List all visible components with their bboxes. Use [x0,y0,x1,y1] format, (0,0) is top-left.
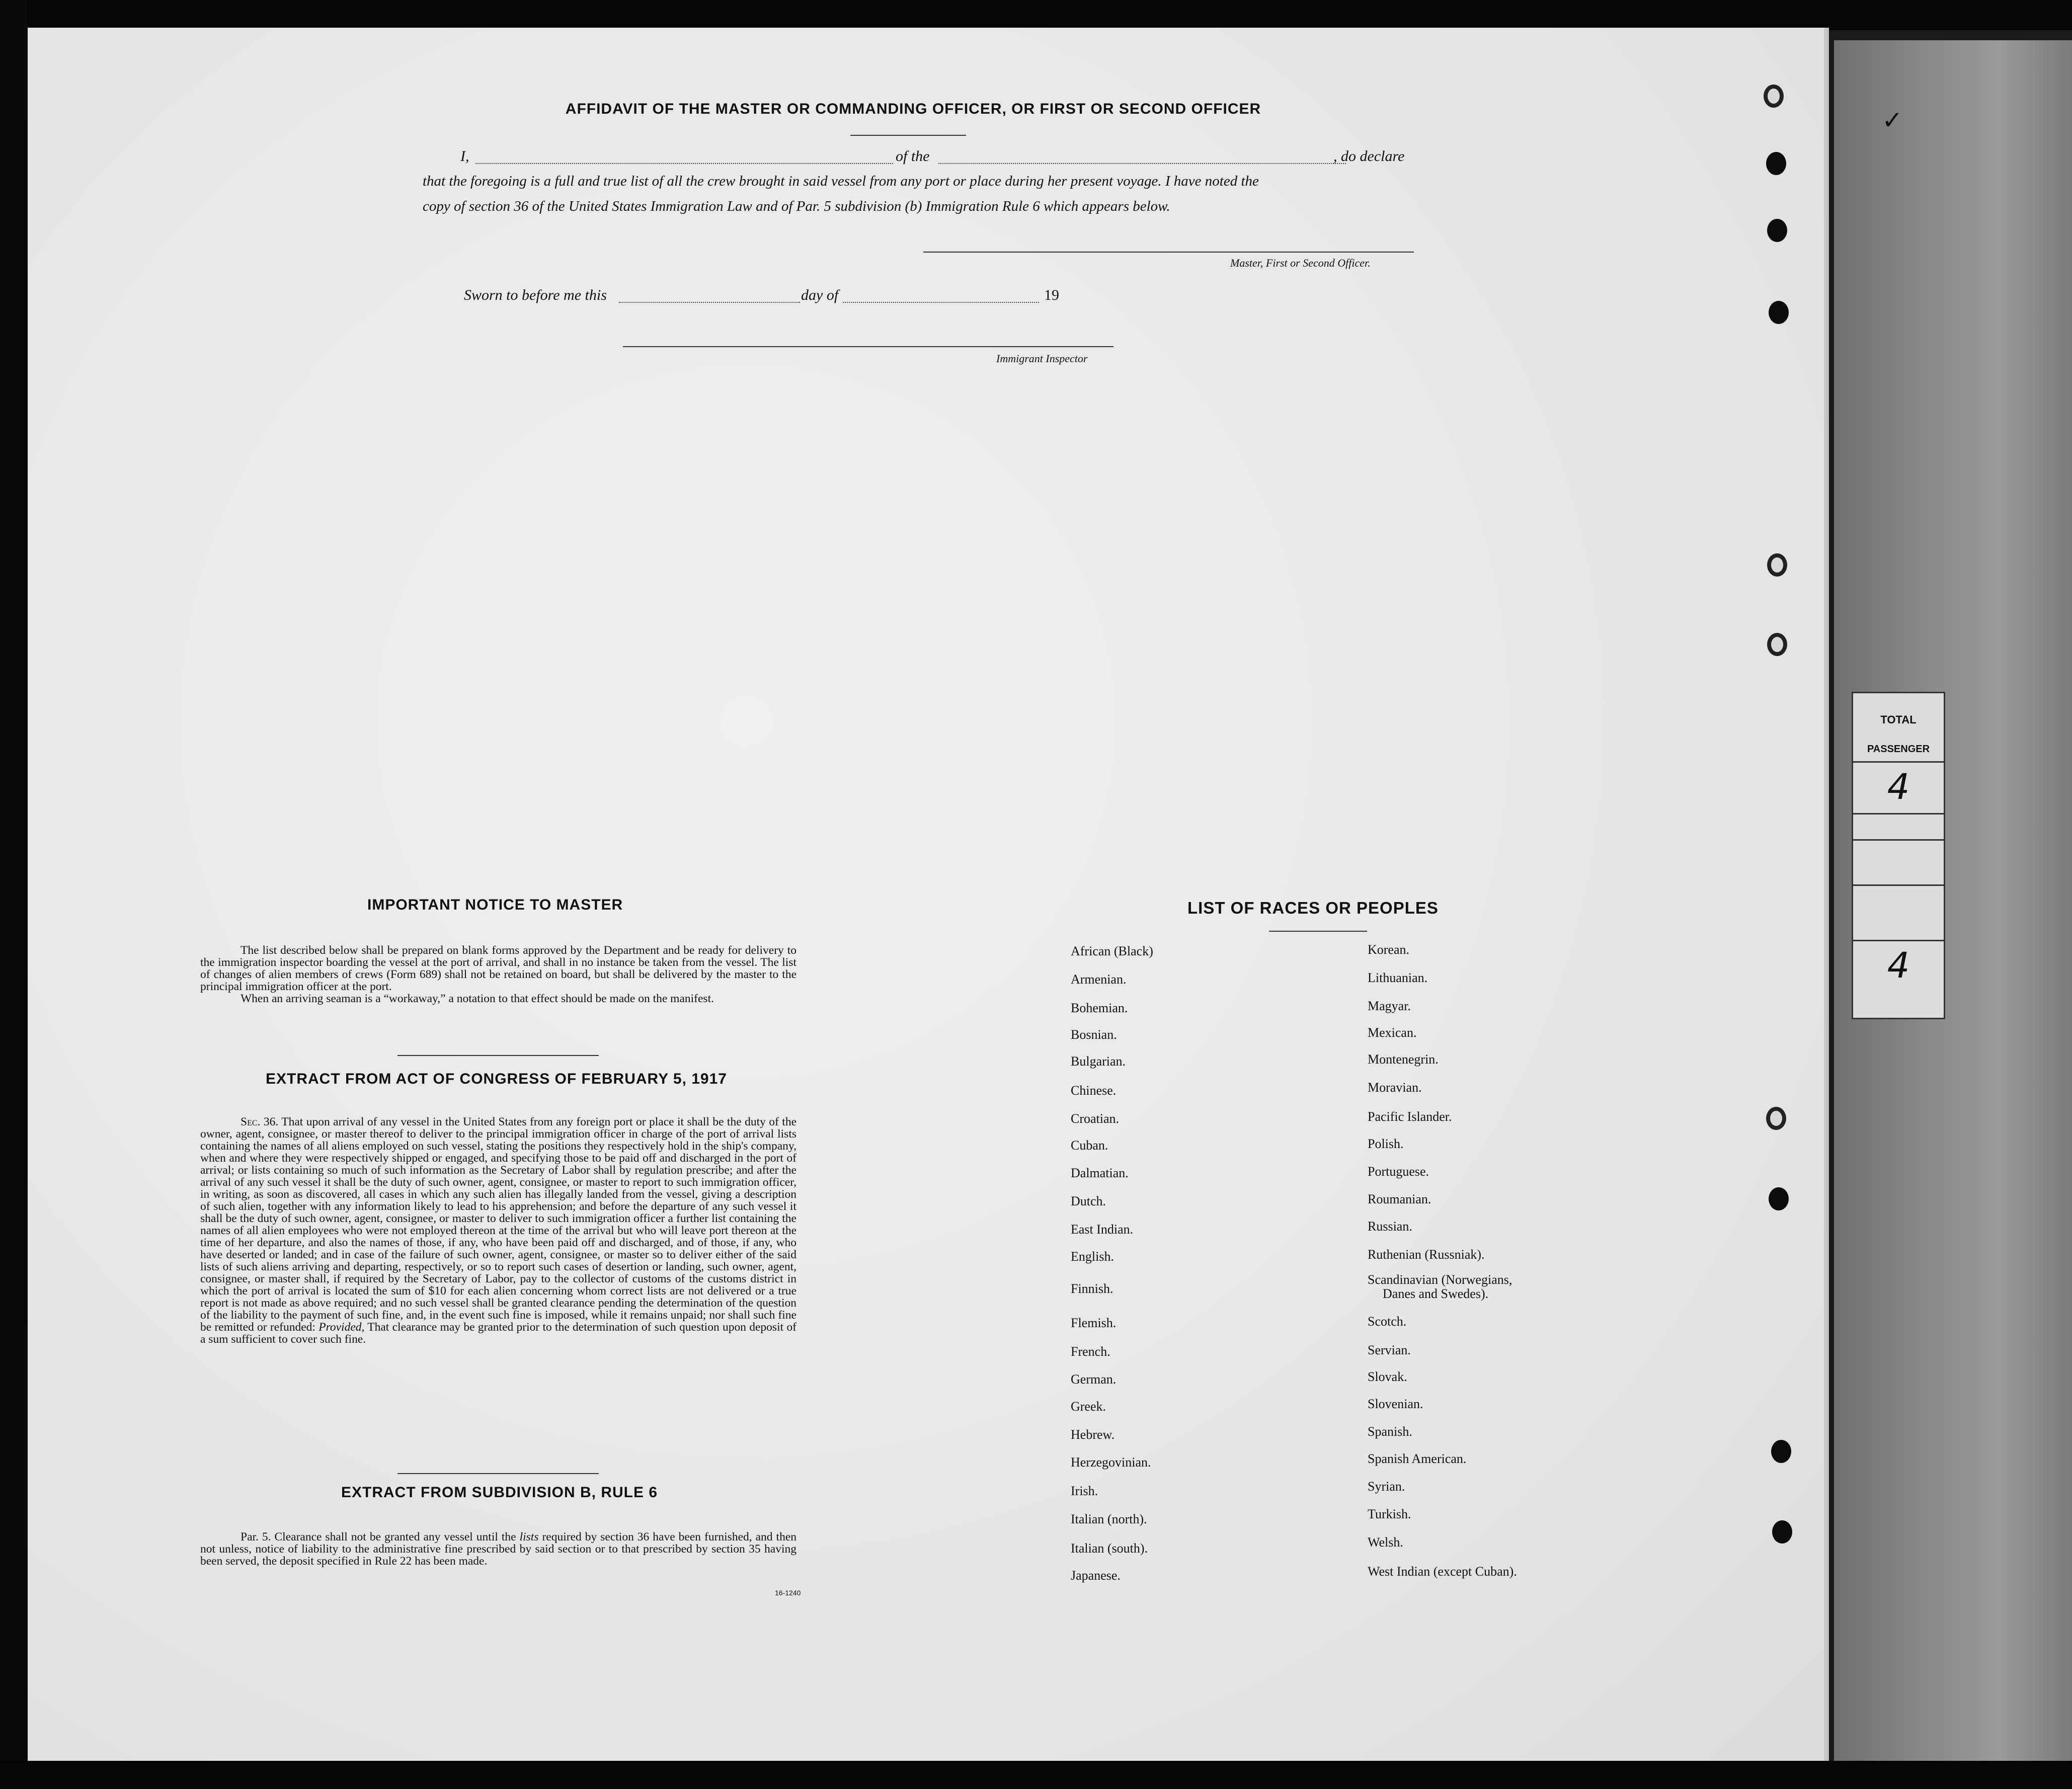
race-left-22: Japanese. [1071,1568,1121,1583]
section-36-body: That upon arrival of any vessel in the United States from any foreign port or place it shall be the duty of the owner, agent, consignee, or master thereof to deliver to the principal immigration officer in charge of the port of arrival lists containing the names of all aliens employed on such vessel, stating the positions they respectively hold in the ship's company, when and where they were respectively shipped or engaged, and specifying those to be paid off and discharged in the port of arrival; or lists containing so much of such information as the Secretary of Labor shall by regulation prescribe; and after the arrival of any such vessel it shall be the duty of such owner, agent, consignee, or master to report to such immigration officer, in writing, as soon as discovered, all cases in which any such alien has illegally landed from the vessel, giving a description of such alien, together with any information likely to lead to his apprehension; and before the departure of any such vessel it shall be the duty of such owner, agent, consignee, or master to deliver to such immigration officer a further list containing the names of all alien employees who were not employed thereon at the time of the arrival but who will leave port thereon at the time of her departure, and also the names of those, if any, who have been paid off and discharged, and of those, if any, who have deserted or landed; and in case of the failure of such owner, agent, consignee, or master so to deliver either of the said lists of such aliens arriving and departing, respectively, or so to report such cases of desertion or landing, such owner, agent, consignee, or master shall, if required by the Secretary of Labor, pay to the collector of customs of the customs district in which the port of arrival is located the sum of $10 for each alien concerning whom correct lists are not delivered or a true report is not made as above required; and no such vessel shall be granted clearance pending the determination of the question of the liability to the payment of such fine, and, in the event such fine is imposed, while it remains unpaid; nor shall such fine be remitted or refunded: [200,1115,797,1334]
race-right-20: Turkish. [1368,1507,1411,1521]
binder-hole [1771,1440,1791,1463]
race-left-2: Bohemian. [1071,1001,1128,1015]
tally-label-total: TOTAL [1880,713,1917,726]
race-left-16: Greek. [1071,1399,1106,1414]
race-left-21: Italian (south). [1071,1541,1148,1556]
race-left-17: Hebrew. [1071,1427,1115,1442]
race-left-10: East Indian. [1071,1222,1134,1237]
race-left-19: Irish. [1071,1484,1098,1498]
month-blank [843,302,1039,303]
affidavit-title: AFFIDAVIT OF THE MASTER OR COMMANDING OFFICER, OR FIRST OR SECOND OFFICER [565,101,1261,117]
inspector-signature-line [623,346,1113,347]
sworn-text: Sworn to before me this [464,287,607,303]
race-left-20: Italian (north). [1071,1512,1147,1526]
notice-paragraph-2: When an arriving seaman is a “workaway,” a notation to that effect should be made on the manifest. [241,992,714,1005]
passenger-tally-box [1852,692,1945,1019]
race-left-3: Bosnian. [1071,1027,1117,1042]
race-right-0: Korean. [1368,942,1410,957]
rule-text-start: Par. 5. Clearance shall not be granted any vessel until the [241,1530,516,1543]
race-right-19: Syrian. [1368,1479,1405,1494]
binder-hole [1769,301,1789,324]
rule-text-end: required by section 36 have been furnished, and then not unless, notice of liability to the administrative fine prescribed by said section or to that prescribed by section 35 having been served, the deposit specified in Rule 22 has been made. [200,1530,797,1568]
race-left-1: Armenian. [1071,972,1127,987]
tally-rule [1853,940,1944,941]
race-left-9: Dutch. [1071,1194,1106,1208]
race-right-6: Pacific Islander. [1368,1109,1452,1124]
divider [397,1055,599,1056]
race-right-12: Scandinavian (Norwegians, [1368,1272,1512,1287]
races-title: LIST OF RACES OR PEOPLES [1187,899,1439,917]
day-of-text: day of [801,287,839,303]
affidavit-declare: , do declare [1333,148,1405,165]
tally-rule [1853,761,1944,763]
race-right-18: Spanish American. [1368,1451,1467,1466]
binder-hole [1769,1187,1789,1210]
scan-frame-left [0,0,28,1789]
race-right-17: Spanish. [1368,1424,1412,1439]
act-extract-text [200,1116,796,1345]
inspector-label: Immigrant Inspector [996,352,1088,365]
tally-value-1: 4 [1887,766,1910,807]
notice-title: IMPORTANT NOTICE TO MASTER [367,897,623,913]
race-right-9: Roumanian. [1368,1192,1431,1206]
signature-line [923,252,1414,253]
scan-frame-bottom [0,1761,2072,1789]
race-right-5: Moravian. [1368,1080,1422,1095]
race-left-6: Croatian. [1071,1111,1120,1126]
race-left-13: Flemish. [1071,1316,1117,1330]
binder-hole [1767,553,1787,577]
tally-rule [1853,813,1944,815]
race-right-21: Welsh. [1368,1535,1403,1550]
race-right-16: Slovenian. [1368,1397,1423,1411]
race-right-11: Ruthenian (Russniak). [1368,1247,1485,1262]
year-prefix: 19 [1044,287,1059,303]
race-left-8: Dalmatian. [1071,1166,1129,1180]
divider [850,135,966,136]
scan-frame-top [0,0,2072,30]
section-36-end: That clearance may be granted prior to the determination of such question upon deposit of a sum sufficient to cover such fine. [200,1321,796,1346]
tally-rule [1853,839,1944,841]
rule-extract-text [200,1531,796,1567]
race-left-0: African (Black) [1071,944,1153,958]
affidavit-of-the: of the [896,148,930,165]
notice-paragraph-1: The list described below shall be prepared on blank forms approved by the Department and be ready for delivery to the immigration inspector boarding the vessel at the port of arrival, and shall in no instance be taken from the vessel. The list of changes of alien members of crews (Form 689) shall not be retained on board, but shall be delivered by the master to the principal immigration officer at the port. [200,944,796,993]
affidavit-line-3: copy of section 36 of the United States Immigration Law and of Par. 5 subdivision (b) Immigration Rule 6 which appears below. [423,198,1170,214]
binder-hole [1772,1520,1792,1543]
race-right-7: Polish. [1368,1136,1404,1151]
affidavit-i: I, [460,148,469,165]
race-right-continuation: Danes and Swedes). [1383,1286,1489,1301]
tally-label-passenger: PASSENGER [1867,744,1930,755]
signature-label: Master, First or Second Officer. [1230,257,1371,269]
race-right-13: Scotch. [1368,1314,1407,1329]
race-right-10: Russian. [1368,1219,1412,1234]
race-right-1: Lithuanian. [1368,970,1428,985]
binder-hole [1766,1107,1786,1130]
section-label: Sec. 36. [241,1115,279,1128]
race-right-2: Magyar. [1368,999,1411,1013]
binder-hole [1767,219,1787,242]
race-right-8: Portuguese. [1368,1164,1429,1179]
race-left-18: Herzegovinian. [1071,1455,1151,1470]
race-left-5: Chinese. [1071,1083,1117,1098]
race-right-4: Montenegrin. [1368,1052,1439,1067]
race-right-15: Slovak. [1368,1369,1407,1384]
divider [397,1473,599,1474]
rule-extract-title: EXTRACT FROM SUBDIVISION B, RULE 6 [341,1484,658,1501]
pencil-checkmark: ✓ [1882,106,1903,135]
race-left-15: German. [1071,1372,1117,1387]
race-left-4: Bulgarian. [1071,1054,1126,1069]
race-right-14: Servian. [1368,1343,1411,1357]
day-blank [619,302,800,303]
binder-hole [1766,152,1786,175]
binder-hole [1767,633,1787,656]
form-number: 16-1240 [775,1589,801,1597]
binder-hole [1764,85,1784,108]
tally-value-2: 4 [1887,945,1910,986]
act-extract-title: EXTRACT FROM ACT OF CONGRESS OF FEBRUARY 5, 1917 [266,1071,727,1087]
proviso-word: Provided, [318,1321,365,1334]
race-left-12: Finnish. [1071,1281,1113,1296]
affidavit-line-2: that the foregoing is a full and true list of all the crew brought in said vessel from any port or place during her present voyage. I have noted the [423,173,1259,189]
race-left-7: Cuban. [1071,1138,1108,1153]
race-left-11: English. [1071,1249,1114,1264]
document-page [28,28,1824,1763]
race-right-22: West Indian (except Cuban). [1368,1564,1517,1579]
name-blank [475,163,893,164]
divider [1269,931,1367,932]
race-right-3: Mexican. [1368,1025,1417,1040]
race-left-14: French. [1071,1344,1110,1359]
notice-text [200,944,796,1005]
tally-rule [1853,884,1944,886]
vessel-blank [938,163,1346,164]
lists-word: lists [519,1530,539,1543]
